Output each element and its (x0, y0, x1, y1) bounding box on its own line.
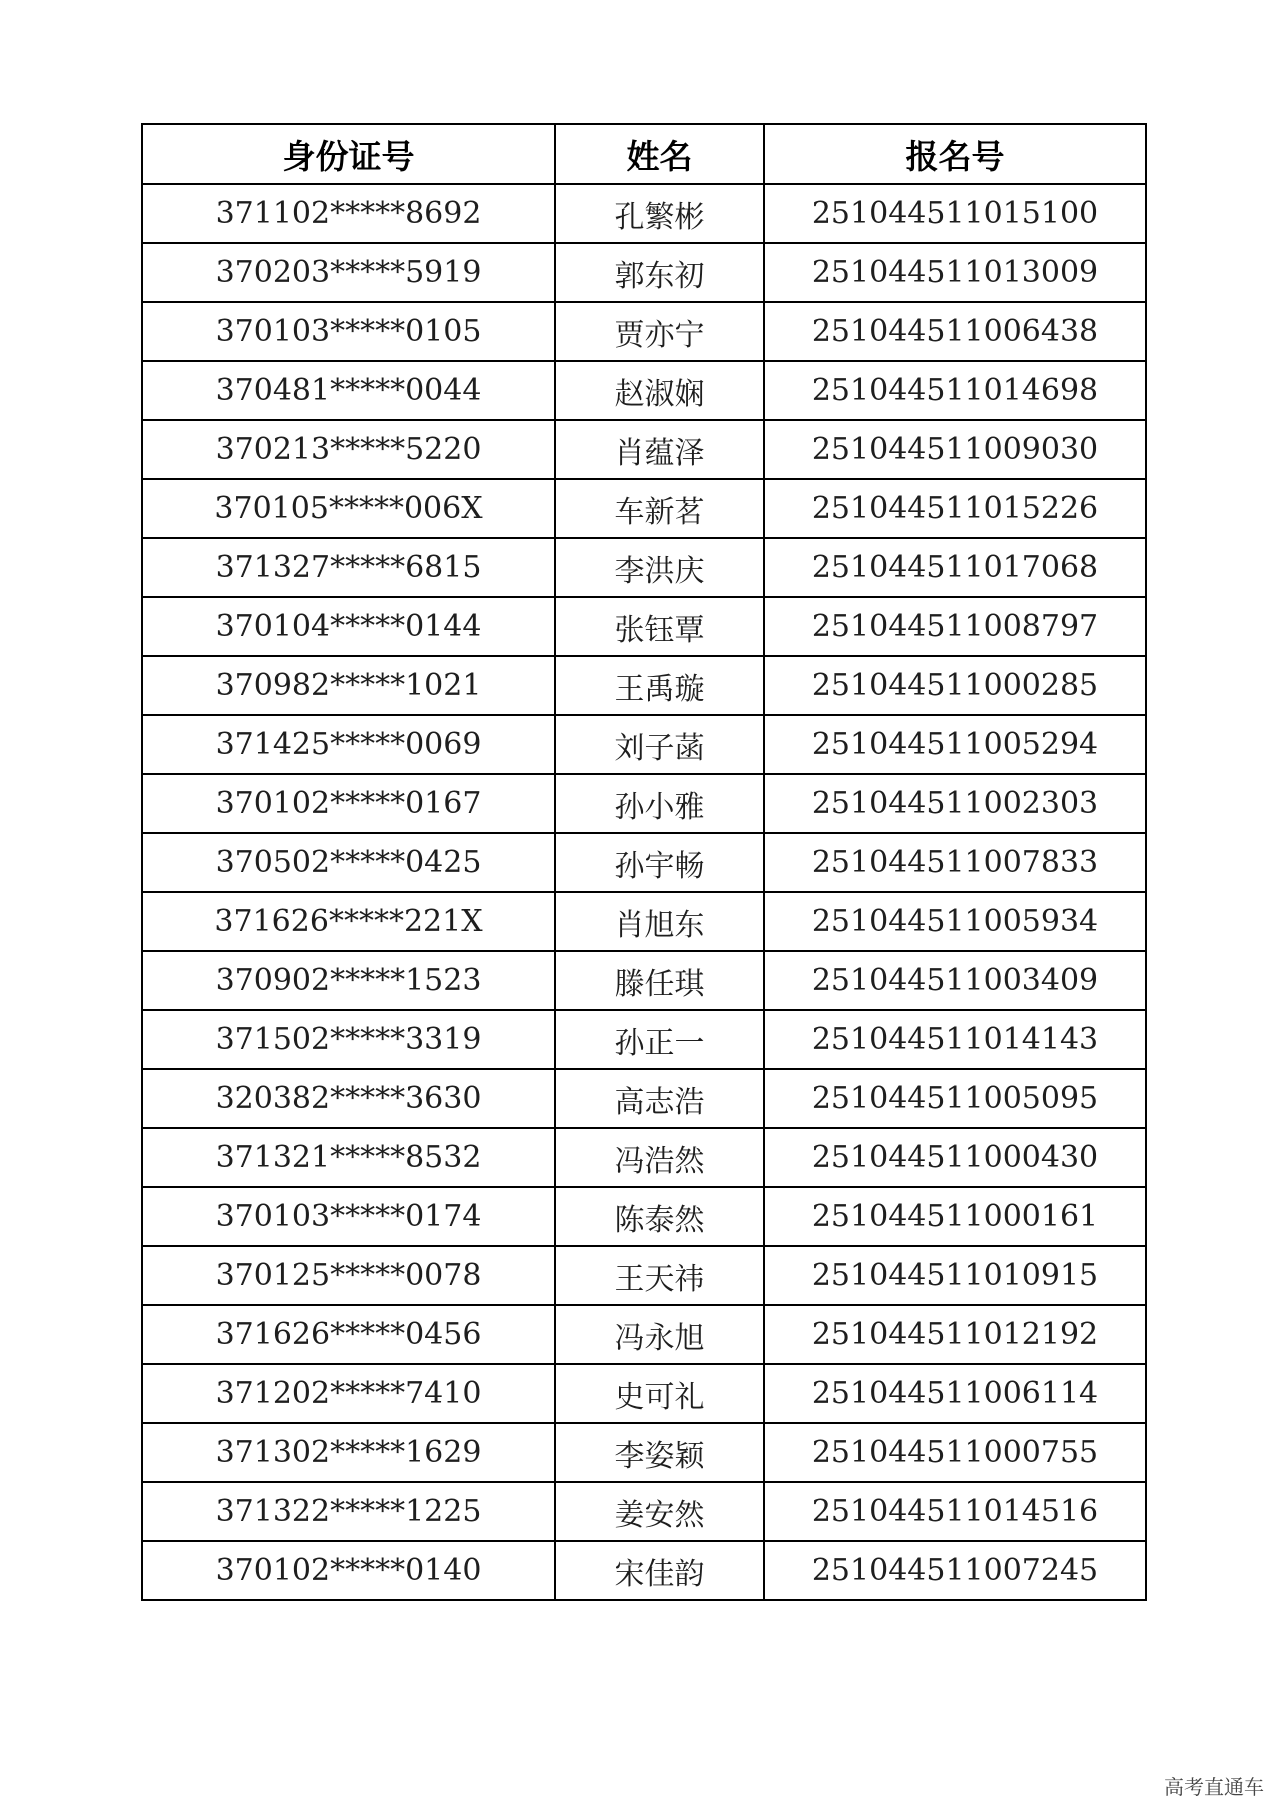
id-number-cell: 370103*****0174 (142, 1187, 555, 1246)
registration-number-cell: 251044511000161 (764, 1187, 1146, 1246)
registration-number-cell: 251044511006114 (764, 1364, 1146, 1423)
registration-number-cell: 251044511000285 (764, 656, 1146, 715)
id-number-cell: 370213*****5220 (142, 420, 555, 479)
registration-number-cell: 251044511005095 (764, 1069, 1146, 1128)
roster-table (141, 123, 1147, 1601)
name-cell: 贾亦宁 (555, 302, 764, 361)
id-number-cell: 371626*****0456 (142, 1305, 555, 1364)
table-row (142, 1482, 1146, 1541)
table-row (142, 1364, 1146, 1423)
registration-number-cell: 251044511006438 (764, 302, 1146, 361)
registration-number-cell: 251044511012192 (764, 1305, 1146, 1364)
id-number-cell: 370105*****006X (142, 479, 555, 538)
registration-number-cell: 251044511014516 (764, 1482, 1146, 1541)
table-row (142, 538, 1146, 597)
header-registration-number: 报名号 (764, 124, 1146, 184)
table-body (142, 184, 1146, 1600)
id-number-cell: 371322*****1225 (142, 1482, 555, 1541)
watermark-text: 高考直通车 (1164, 1775, 1264, 1799)
table-row (142, 1128, 1146, 1187)
registration-number-cell: 251044511003409 (764, 951, 1146, 1010)
name-cell: 王禹璇 (555, 656, 764, 715)
name-cell: 李姿颖 (555, 1423, 764, 1482)
name-cell: 肖蕴泽 (555, 420, 764, 479)
table-row (142, 243, 1146, 302)
registration-number-cell: 251044511007833 (764, 833, 1146, 892)
name-cell: 高志浩 (555, 1069, 764, 1128)
table-row (142, 951, 1146, 1010)
id-number-cell: 371425*****0069 (142, 715, 555, 774)
registration-number-cell: 251044511014698 (764, 361, 1146, 420)
name-cell: 冯永旭 (555, 1305, 764, 1364)
name-cell: 王天祎 (555, 1246, 764, 1305)
table-row (142, 774, 1146, 833)
registration-number-cell: 251044511014143 (764, 1010, 1146, 1069)
registration-number-cell: 251044511010915 (764, 1246, 1146, 1305)
table-row (142, 420, 1146, 479)
header-id-number: 身份证号 (142, 124, 555, 184)
id-number-cell: 371502*****3319 (142, 1010, 555, 1069)
id-number-cell: 371302*****1629 (142, 1423, 555, 1482)
table-row (142, 597, 1146, 656)
id-number-cell: 371327*****6815 (142, 538, 555, 597)
table-row (142, 892, 1146, 951)
id-number-cell: 370102*****0140 (142, 1541, 555, 1600)
table-row (142, 833, 1146, 892)
table-row (142, 479, 1146, 538)
registration-number-cell: 251044511008797 (764, 597, 1146, 656)
name-cell: 赵淑娴 (555, 361, 764, 420)
name-cell: 肖旭东 (555, 892, 764, 951)
table-row (142, 361, 1146, 420)
table-row (142, 1541, 1146, 1600)
name-cell: 李洪庆 (555, 538, 764, 597)
table-row (142, 715, 1146, 774)
header-name: 姓名 (555, 124, 764, 184)
id-number-cell: 371102*****8692 (142, 184, 555, 243)
name-cell: 刘子菡 (555, 715, 764, 774)
id-number-cell: 370103*****0105 (142, 302, 555, 361)
id-number-cell: 370481*****0044 (142, 361, 555, 420)
table-row (142, 656, 1146, 715)
table-row (142, 302, 1146, 361)
name-cell: 陈泰然 (555, 1187, 764, 1246)
name-cell: 孙宇畅 (555, 833, 764, 892)
id-number-cell: 371321*****8532 (142, 1128, 555, 1187)
registration-number-cell: 251044511005934 (764, 892, 1146, 951)
name-cell: 史可礼 (555, 1364, 764, 1423)
name-cell: 孙正一 (555, 1010, 764, 1069)
table-row (142, 184, 1146, 243)
name-cell: 冯浩然 (555, 1128, 764, 1187)
name-cell: 孙小雅 (555, 774, 764, 833)
id-number-cell: 370102*****0167 (142, 774, 555, 833)
id-number-cell: 370902*****1523 (142, 951, 555, 1010)
id-number-cell: 320382*****3630 (142, 1069, 555, 1128)
name-cell: 孔繁彬 (555, 184, 764, 243)
registration-number-cell: 251044511013009 (764, 243, 1146, 302)
roster-table-container (141, 123, 1145, 1601)
id-number-cell: 371626*****221X (142, 892, 555, 951)
name-cell: 郭东初 (555, 243, 764, 302)
name-cell: 车新茗 (555, 479, 764, 538)
table-row (142, 1187, 1146, 1246)
name-cell: 张钰覃 (555, 597, 764, 656)
registration-number-cell: 251044511015226 (764, 479, 1146, 538)
registration-number-cell: 251044511017068 (764, 538, 1146, 597)
id-number-cell: 370203*****5919 (142, 243, 555, 302)
name-cell: 滕任琪 (555, 951, 764, 1010)
registration-number-cell: 251044511002303 (764, 774, 1146, 833)
table-row (142, 1423, 1146, 1482)
table-row (142, 1069, 1146, 1128)
registration-number-cell: 251044511015100 (764, 184, 1146, 243)
name-cell: 姜安然 (555, 1482, 764, 1541)
id-number-cell: 371202*****7410 (142, 1364, 555, 1423)
registration-number-cell: 251044511000755 (764, 1423, 1146, 1482)
registration-number-cell: 251044511007245 (764, 1541, 1146, 1600)
name-cell: 宋佳韵 (555, 1541, 764, 1600)
table-row (142, 1305, 1146, 1364)
table-row (142, 1246, 1146, 1305)
table-header-row (142, 124, 1146, 184)
table-row (142, 1010, 1146, 1069)
id-number-cell: 370104*****0144 (142, 597, 555, 656)
registration-number-cell: 251044511005294 (764, 715, 1146, 774)
id-number-cell: 370125*****0078 (142, 1246, 555, 1305)
registration-number-cell: 251044511009030 (764, 420, 1146, 479)
id-number-cell: 370502*****0425 (142, 833, 555, 892)
registration-number-cell: 251044511000430 (764, 1128, 1146, 1187)
id-number-cell: 370982*****1021 (142, 656, 555, 715)
